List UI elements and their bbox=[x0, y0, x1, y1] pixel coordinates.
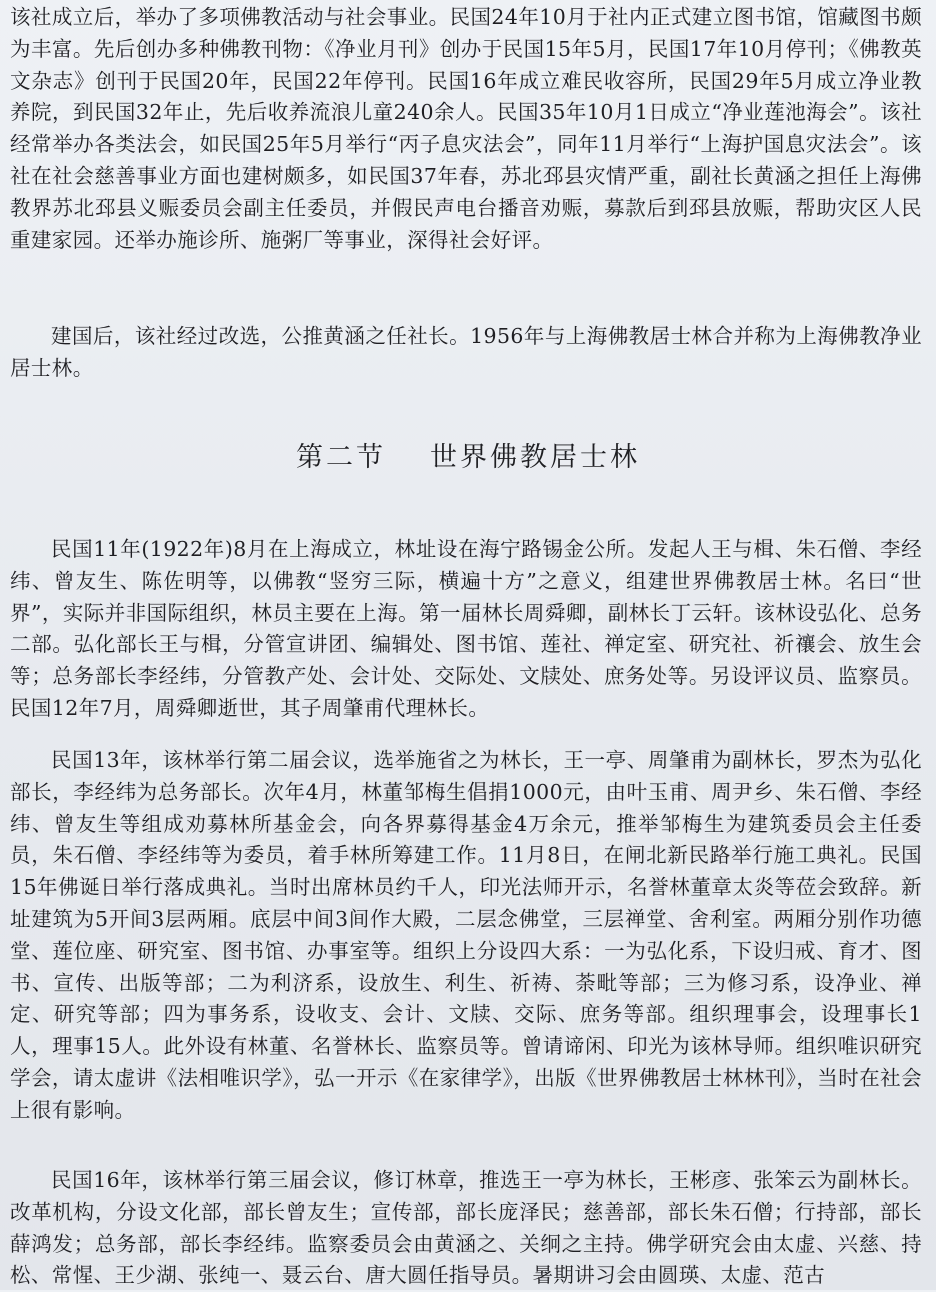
section-number: 第二节 bbox=[296, 442, 386, 473]
paragraph-third-session: 民国16年，该林举行第三届会议，修订林章，推选王一亭为林长，王彬彦、张笨云为副林长。改革机构，分设文化部，部长曾友生；宣传部，部长庞泽民；慈善部，部长朱石僧；行持部，部长薛鸿发；总务部，部长李经纬。监察委员会由黄涵之、关䌹之主持。佛学研究会由太虚、兴慈、持松、常惺、王少湖、张纯一、聂云台、唐大圆任指导员。暑期讲习会由圆瑛、太虚、范古 bbox=[10, 1168, 922, 1288]
section-title-text: 世界佛教居士林 bbox=[430, 442, 640, 473]
paragraph-after-founding-prc: 建国后，该社经过改选，公推黄涵之任社长。1956年与上海佛教居士林合并称为上海佛教净业居士林。 bbox=[10, 324, 922, 380]
section-heading bbox=[0, 440, 936, 476]
paragraph-founding: 民国11年(1922年)8月在上海成立，林址设在海宁路锡金公所。发起人王与楫、朱石僧、李经纬、曾友生、陈佐明等，以佛教“竖穷三际，横遍十方”之意义，组建世界佛教居士林。名曰“世界”，实际并非国际组织，林员主要在上海。第一届林长周舜卿，副林长丁云轩。该林设弘化、总务二部。弘化部长王与楫，分管宣讲团、编辑处、图书馆、莲社、禅定室、研究社、祈禳会、放生会等；总务部长李经纬，分管教产处、会计处、交际处、文牍处、庶务处等。另设评议员、监察员。民国12年7月，周舜卿逝世，其子周肇甫代理林长。 bbox=[10, 537, 922, 720]
paragraph-society-activities: 该社成立后，举办了多项佛教活动与社会事业。民国24年10月于社内正式建立图书馆，馆藏图书颇为丰富。先后创办多种佛教刊物：《净业月刊》创办于民国15年5月，民国17年10月停刊；《佛教英文杂志》创刊于民国20年，民国22年停刊。民国16年成立难民收容所，民国29年5月成立净业教养院，到民国32年止，先后收养流浪儿童240余人。民国35年10月1日成立“净业莲池海会”。该社经常举办各类法会，如民国25年5月举行“丙子息灾法会”，同年11月举行“上海护国息灾法会”。该社在社会慈善事业方面也建树颇多，如民国37年春，苏北邳县灾情严重，副社长黄涵之担任上海佛教界苏北邳县义赈委员会副主任委员，并假民声电台播音劝赈，募款后到邳县放赈，帮助灾区人民重建家园。还举办施诊所、施粥厂等事业，深得社会好评。 bbox=[10, 5, 922, 252]
paragraph-second-session: 民国13年，该林举行第二届会议，选举施省之为林长，王一亭、周肇甫为副林长，罗杰为弘化部长，李经纬为总务部长。次年4月，林董邹梅生倡捐1000元，由叶玉甫、周尹乡、朱石僧、李经纬、曾友生等组成劝募林所基金会，向各界募得基金4万余元，推举邹梅生为建筑委员会主任委员，朱石僧、李经纬等为委员，着手林所筹建工作。11月8日，在闸北新民路举行施工典礼。民国15年佛诞日举行落成典礼。当时出席林员约千人，印光法师开示，名誉林董章太炎等莅会致辞。新址建筑为5开间3层两厢。底层中间3间作大殿，二层念佛堂，三层禅堂、舍利室。两厢分别作功德堂、莲位座、研究室、图书馆、办事室等。组织上分设四大系：一为弘化系，下设归戒、育才、图书、宣传、出版等部；二为利济系，设放生、利生、祈祷、荼毗等部；三为修习系，设净业、禅定、研究等部；四为事务系，设收支、会计、文牍、交际、庶务等部。组织理事会，设理事长1人，理事15人。此外设有林董、名誉林长、监察员等。曾请谛闲、印光为该林导师。组织唯识研究学会，请太虚讲《法相唯识学》，弘一开示《在家律学》，出版《世界佛教居士林林刊》，当时在社会上很有影响。 bbox=[10, 748, 922, 1122]
